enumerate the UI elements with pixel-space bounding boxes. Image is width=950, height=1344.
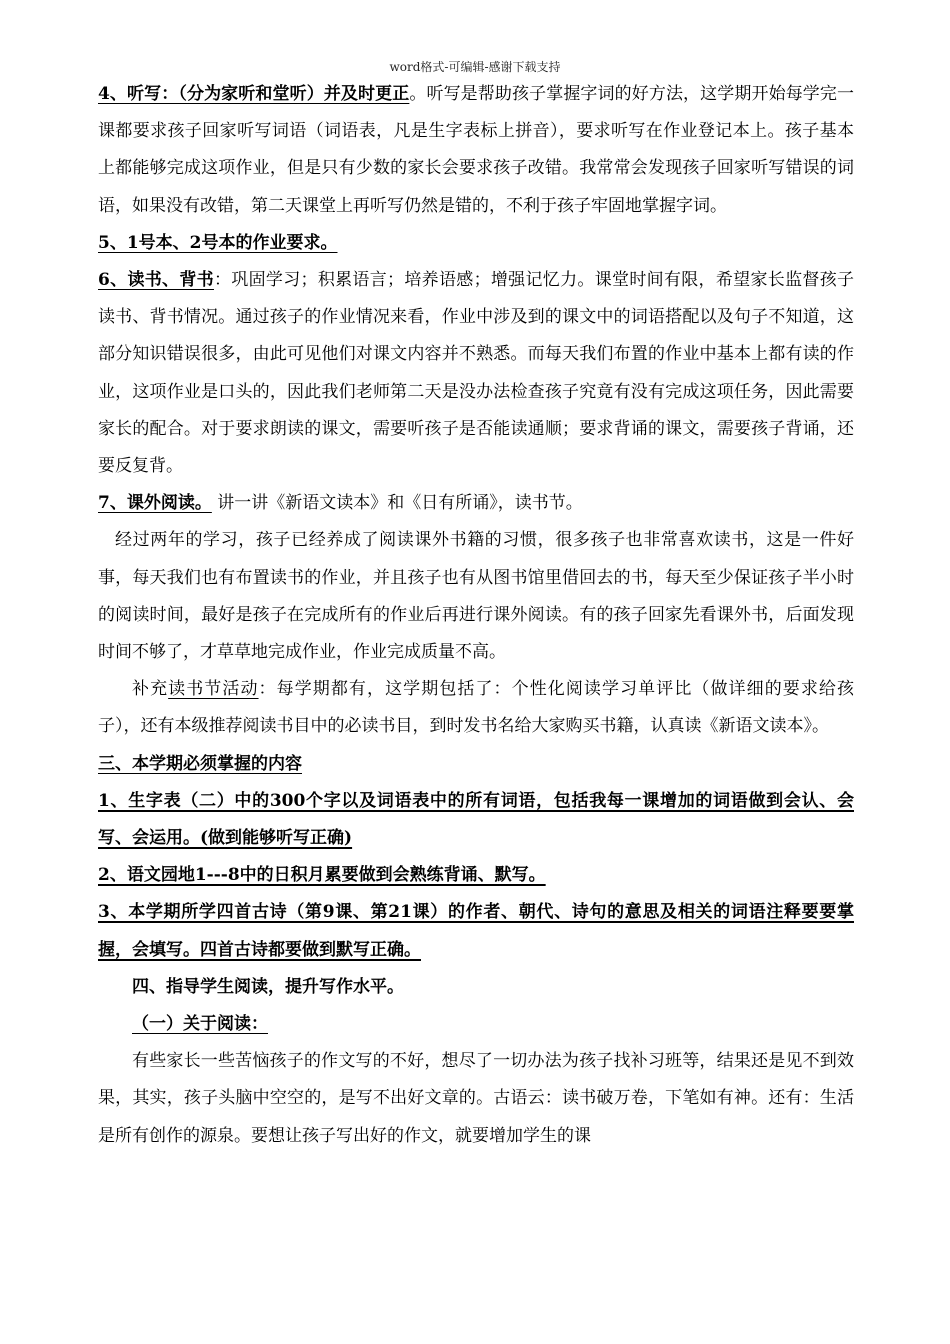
page-header: word格式-可编辑-感谢下载支持 [389, 60, 561, 74]
item-7-text: 讲一讲《新语文读本》和《日有所诵》，读书节。 [211, 493, 583, 514]
section-4-subheading: （一）关于阅读： [132, 1014, 268, 1035]
section-3-item-1: 1、生字表（二）中的300个字以及词语表中的所有词语，包括我每一课增加的词语做到会认、会写、会运用。(做到能够听写正确) [98, 790, 854, 849]
paragraph-about-reading: 有些家长一些苦恼孩子的作文写的不好，想尽了一切办法为孩子找补习班等，结果还是见不到效果，其实，孩子头脑中空空的，是写不出好文章的。古语云：读书破万卷，下笔如有神。还有：生活是所有创作的源泉。要想让孩子写出好的作文，就要增加学生的课 [98, 1051, 854, 1146]
paragraph-extracurricular [98, 485, 854, 522]
paragraph-dictation [98, 76, 854, 225]
item-4-text: 。听写是帮助孩子掌握字词的好方法，这学期开始每学完一课都要求孩子回家听写词语（词语表，凡是生字表标上拼音），要求听写在作业登记本上。孩子基本上都能够完成这项作业，但是只有少数的家长会要求孩子改错。我常常会发现孩子回家听写错误的词语，如果没有改错，第二天课堂上再听写仍然是错的，不利于孩子牢固地掌握字词。 [98, 84, 855, 216]
section-4-heading: 四、指导学生阅读，提升写作水平。 [132, 976, 404, 997]
section-3-heading: 三、本学期必须掌握的内容 [98, 753, 302, 774]
supplement-prefix: 补充 [132, 679, 169, 700]
paragraph-reading-reciting [98, 262, 854, 485]
item-6-text: ：巩固学习；积累语言；培养语感；增强记忆力。课堂时间有限，希望家长监督孩子读书、背书情况。通过孩子的作业情况来看，作业中涉及到的课文中的词语搭配以及句子不知道，这部分知识错误很多，由此可见他们对课文内容并不熟悉。而每天我们布置的作业中基本上都有读的作业，这项作业是口头的，因此我们老师第二天是没办法检查孩子究竟有没有完成这项任务，因此需要家长的配合。对于要求朗读的课文，需要听孩子是否能读通顺；要求背诵的课文，需要孩子背诵，还要反复背。 [98, 270, 854, 477]
reading-festival-text: ：每学期都有，这学期包括了：个性化阅读学习单评比（做详细的要求给孩子），还有本级推荐阅读书目中的必读书目，到时发书名给大家购买书籍，认真读《新语文读本》。 [98, 679, 855, 737]
item-4-heading: 4、听写：（分为家听和堂听）并及时更正 [98, 84, 410, 104]
section-3-item-3: 3、本学期所学四首古诗（第9课、第21课）的作者、朝代、诗句的意思及相关的词语注释要要掌握，会填写。四首古诗都要做到默写正确。 [98, 902, 854, 960]
paragraph-reading-habit: 经过两年的学习，孩子已经养成了阅读课外书籍的习惯，很多孩子也非常喜欢读书，这是一件好事，每天我们也有布置读书的作业，并且孩子也有从图书馆里借回去的书，每天至少保证孩子半小时的阅读时间，最好是孩子在完成所有的作业后再进行课外阅读。有的孩子回家先看课外书，后面发现时间不够了，才草草地完成作业，作业完成质量不高。 [98, 530, 854, 663]
paragraph-notebooks [98, 225, 854, 262]
item-5-heading: 5、1号本、2号本的作业要求。 [98, 232, 338, 253]
item-7-heading: 7、课外阅读。 [98, 493, 212, 514]
paragraph-reading-festival [98, 671, 854, 745]
section-3-item-2: 2、语文园地1---8中的日积月累要做到会熟练背诵、默写。 [98, 865, 546, 886]
item-6-heading: 6、读书、背书 [98, 270, 214, 291]
reading-festival-heading: 读书节活动 [168, 679, 259, 700]
document-body [98, 76, 854, 1155]
